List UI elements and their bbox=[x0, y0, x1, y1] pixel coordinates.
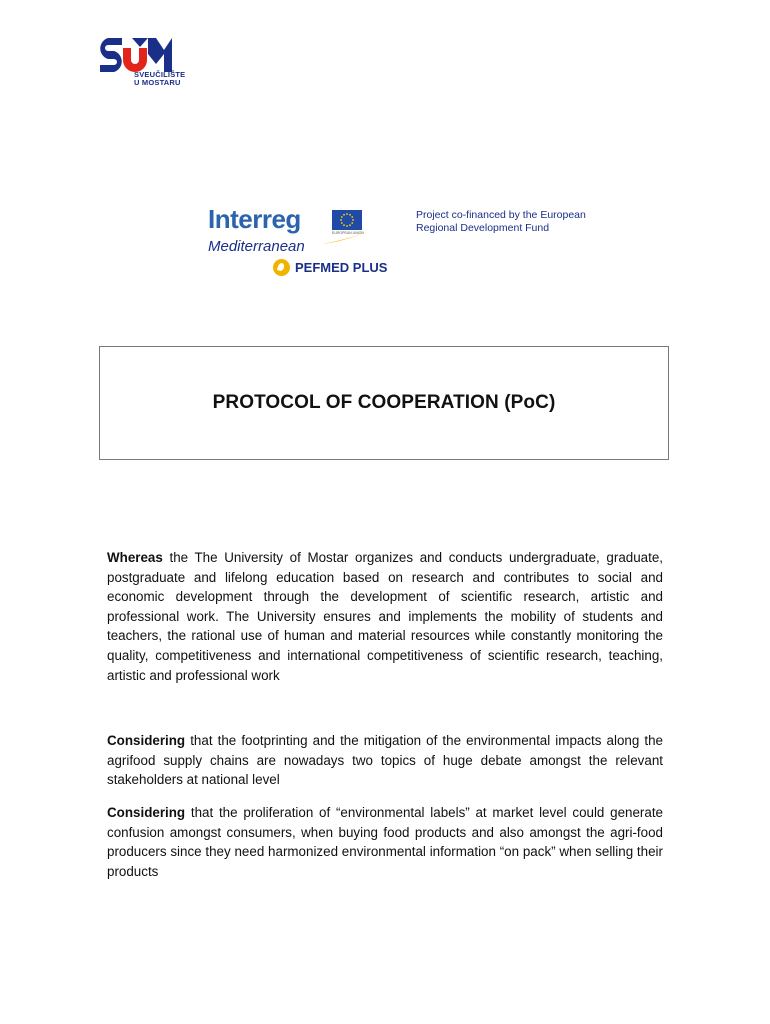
university-name-line1: SVEUČILIŠTE bbox=[134, 70, 186, 79]
university-name-line2: U MOSTARU bbox=[134, 78, 181, 87]
eu-flag-icon bbox=[332, 210, 362, 230]
mediterranean-wordmark: Mediterranean bbox=[208, 238, 305, 255]
swoosh-icon bbox=[320, 230, 368, 246]
interreg-wordmark: Interreg bbox=[208, 204, 301, 234]
cofinanced-line2: Regional Development Fund bbox=[416, 222, 550, 234]
document-title: PROTOCOL OF COOPERATION (PoC) bbox=[212, 392, 556, 413]
paragraph-text: that the footprinting and the mitigation of the environmental impacts along the agrifood supply chains are nowadays two topics of huge debate amongst the relevant stakeholders at national level bbox=[107, 733, 663, 788]
cofinanced-line1: Project co-financed by the European bbox=[416, 209, 586, 221]
pefmed-leaf-icon bbox=[273, 259, 290, 276]
cofinanced-statement bbox=[416, 209, 586, 235]
paragraph-whereas bbox=[107, 548, 663, 685]
university-name bbox=[134, 71, 185, 87]
title-box bbox=[99, 346, 669, 460]
paragraph-text: that the proliferation of “environmental labels” at market level could generate confusion amongst consumers, when buying food products and also amongst the agri-food producers since they need harmonized environmental information “on pack” when selling their products bbox=[107, 805, 663, 879]
paragraph-considering-footprinting bbox=[107, 731, 663, 790]
paragraph-considering-labels bbox=[107, 803, 663, 881]
paragraph-lead: Considering bbox=[107, 805, 186, 820]
paragraph-lead: Whereas bbox=[107, 550, 163, 565]
interreg-logo bbox=[208, 204, 398, 278]
paragraph-lead: Considering bbox=[107, 733, 186, 748]
eu-caption: EUROPEAN UNION bbox=[332, 231, 364, 235]
university-logo bbox=[98, 38, 198, 88]
pefmed-wordmark: PEFMED PLUS bbox=[295, 259, 388, 275]
paragraph-text: the The University of Mostar organizes and conducts undergraduate, graduate, postgraduate and lifelong education based on research and contributes to social and economic development through the development of scientific research, artistic and professional work. The University ensures and implements the mobility of students and teachers, the rational use of human and material resources while constantly monitoring the quality, competitiveness and international competitiveness of scientific research, teaching, artistic and professional work bbox=[107, 550, 663, 683]
pefmed-logo bbox=[273, 258, 387, 276]
sum-logo-icon bbox=[98, 38, 178, 72]
